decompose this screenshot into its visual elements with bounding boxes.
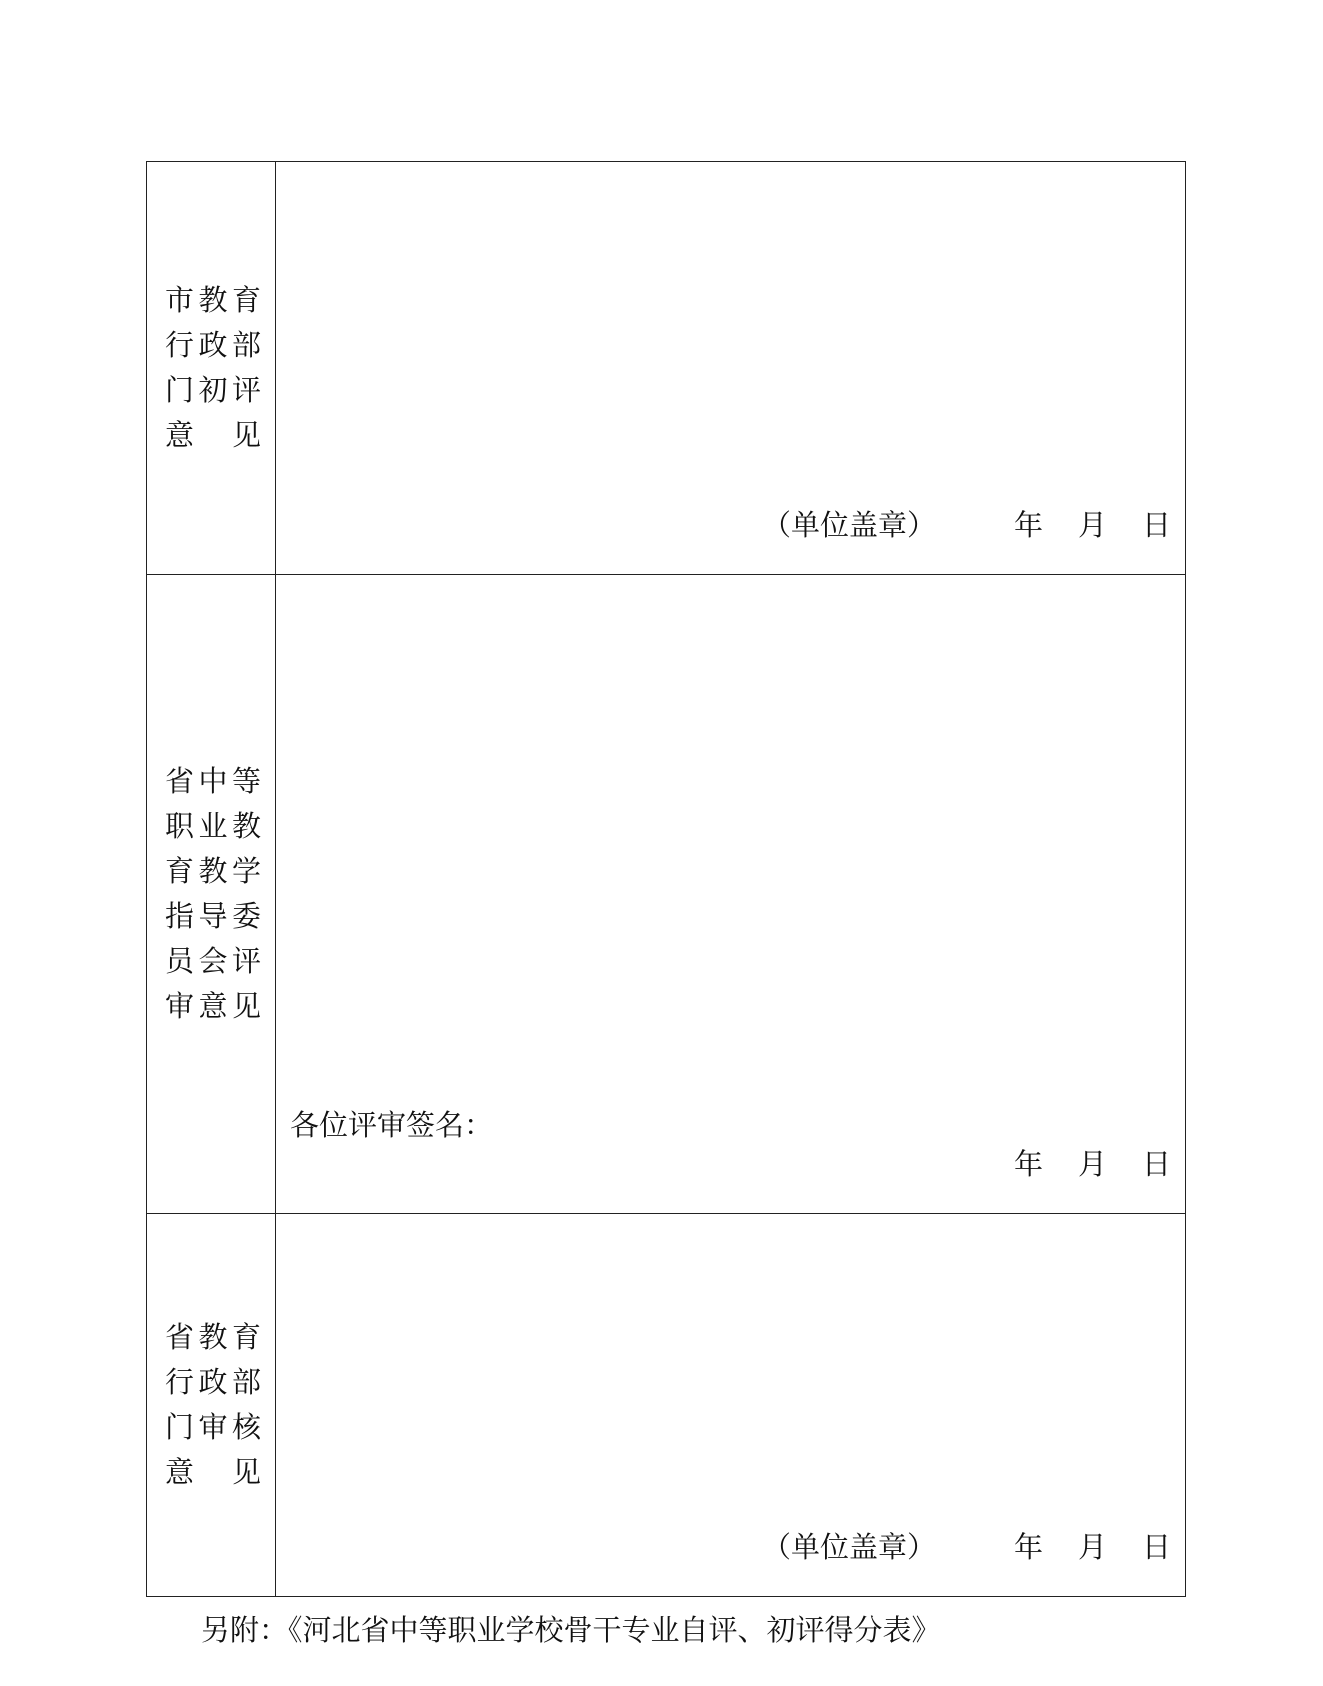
province-review-label [147, 1315, 275, 1495]
committee-review-opinion-cell[interactable] [276, 575, 1186, 1214]
label-line: 省教育 [165, 1320, 261, 1354]
label-line: 职业教 [165, 809, 261, 843]
label-line: 行政部 [165, 328, 261, 362]
city-review-stamp-date [762, 503, 1171, 544]
label-line: 意 见 [165, 1455, 261, 1489]
committee-review-label [147, 759, 275, 1029]
label-line: 门初评 [165, 373, 261, 407]
city-review-label-cell [147, 162, 276, 575]
province-review-label-cell [147, 1214, 276, 1597]
month-label: 月 [1077, 1530, 1107, 1564]
city-review-opinion-cell[interactable] [276, 162, 1186, 575]
city-review-label [147, 278, 275, 458]
day-label: 日 [1141, 1530, 1171, 1564]
label-line: 行政部 [165, 1365, 261, 1399]
label-line: 门审核 [165, 1410, 261, 1444]
month-label: 月 [1077, 1147, 1107, 1181]
province-review-row [147, 1214, 1186, 1597]
committee-review-label-cell [147, 575, 276, 1214]
label-line: 省中等 [165, 764, 261, 798]
unit-stamp-label: （单位盖章） [761, 508, 936, 542]
label-line: 育教学 [165, 854, 261, 888]
day-label: 日 [1141, 1147, 1171, 1181]
label-line: 意 见 [165, 418, 261, 452]
unit-stamp-label: （单位盖章） [761, 1530, 936, 1564]
committee-review-row [147, 575, 1186, 1214]
review-opinion-table [146, 161, 1186, 1597]
reviewer-signature-label: 各位评审签名： [290, 1108, 494, 1142]
label-line: 市教育 [165, 283, 261, 317]
label-line: 员会评 [165, 944, 261, 978]
label-line: 审意见 [165, 989, 261, 1023]
year-label: 年 [1013, 1530, 1043, 1564]
month-label: 月 [1077, 508, 1107, 542]
day-label: 日 [1141, 508, 1171, 542]
attachment-note: 另附：《河北省中等职业学校骨干专业自评、初评得分表》 [201, 1613, 941, 1647]
province-review-opinion-cell[interactable] [276, 1214, 1186, 1597]
label-line: 指导委 [165, 899, 261, 933]
city-review-row [147, 162, 1186, 575]
province-review-stamp-date [762, 1525, 1171, 1566]
committee-review-date [1014, 1142, 1171, 1183]
year-label: 年 [1013, 508, 1043, 542]
year-label: 年 [1013, 1147, 1043, 1181]
